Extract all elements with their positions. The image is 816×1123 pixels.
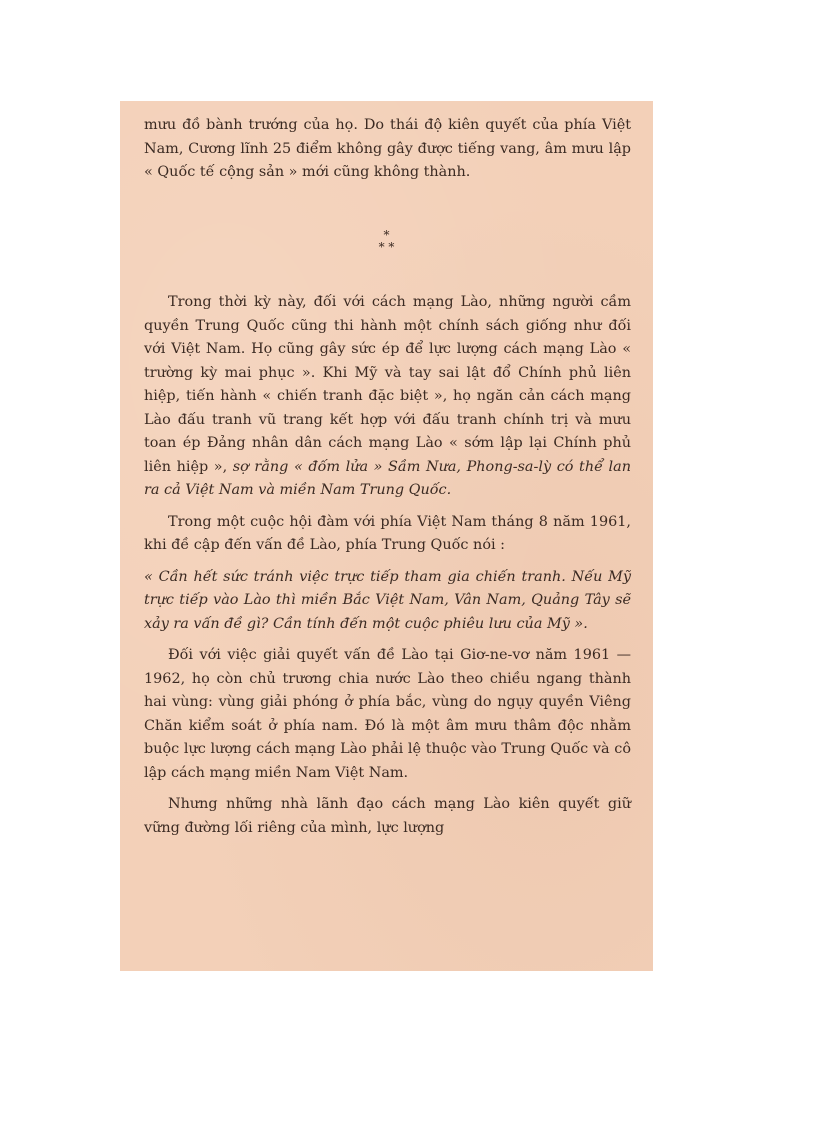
section-separator <box>120 229 653 253</box>
scanned-book-page <box>120 101 653 971</box>
paragraph-5: Nhưng những nhà lãnh đạo cách mạng Lào kiên quyết giữ vững đường lối riêng của mình, lực lượng <box>144 796 631 836</box>
paragraph-2: Trong một cuộc hội đàm với phía Việt Nam tháng 8 năm 1961, khi đề cập đến vấn đề Lào, phía Trung Quốc nói : <box>144 513 631 553</box>
paragraph-1 <box>144 291 631 503</box>
paragraph-1-text: Trong thời kỳ này, đối với cách mạng Lào, những người cầm quyền Trung Quốc cũng thi hành một chính sách giống như đối với Việt Nam. Họ cũng gây sức ép để lực lượng cách mạng Lào « trường kỳ mai phục ». Khi Mỹ và tay sai lật đổ Chính phủ liên hiệp, tiến hành « chiến tranh đặc biệt », họ ngăn cản cách mạng Lào đấu tranh vũ trang kết hợp với đấu tranh chính trị và mưu toan ép Đảng nhân dân cách mạng Lào « sớm lập lại Chính phủ liên hiệp », <box>144 294 631 475</box>
paragraph-1-italic: sợ rằng « đốm lửa » Sầm Nưa, Phong-sa-lỳ có thể lan ra cả Việt Nam và miền Nam Trung Quốc. <box>144 458 631 498</box>
separator-star-bottom: * * <box>378 240 395 254</box>
main-text <box>144 291 631 840</box>
separator-star-top: * <box>383 228 390 242</box>
paragraph-4: Đối với việc giải quyết vấn đề Lào tại Giơ-ne-vơ năm 1961 — 1962, họ còn chủ trương chia nước Lào theo chiều ngang thành hai vùng: vùng giải phóng ở phía bắc, vùng do ngụy quyền Viêng Chăn kiểm soát ở phía nam. Đó là một âm mưu thâm độc nhằm buộc lực lượng cách mạng Lào phải lệ thuộc vào Trung Quốc và cô lập cách mạng miền Nam Việt Nam. <box>144 647 631 781</box>
quote-paragraph: « Cần hết sức tránh việc trực tiếp tham gia chiến tranh. Nếu Mỹ trực tiếp vào Lào thì miền Bắc Việt Nam, Vân Nam, Quảng Tây sẽ xảy ra vấn đề gì? Cần tính đến một cuộc phiêu lưu của Mỹ ». <box>144 568 631 632</box>
top-paragraph <box>144 114 631 185</box>
top-paragraph-text: mưu đồ bành trướng của họ. Do thái độ kiên quyết của phía Việt Nam, Cương lĩnh 25 điểm không gây được tiếng vang, âm mưu lập « Quốc tế cộng sản » mới cũng không thành. <box>144 117 631 180</box>
